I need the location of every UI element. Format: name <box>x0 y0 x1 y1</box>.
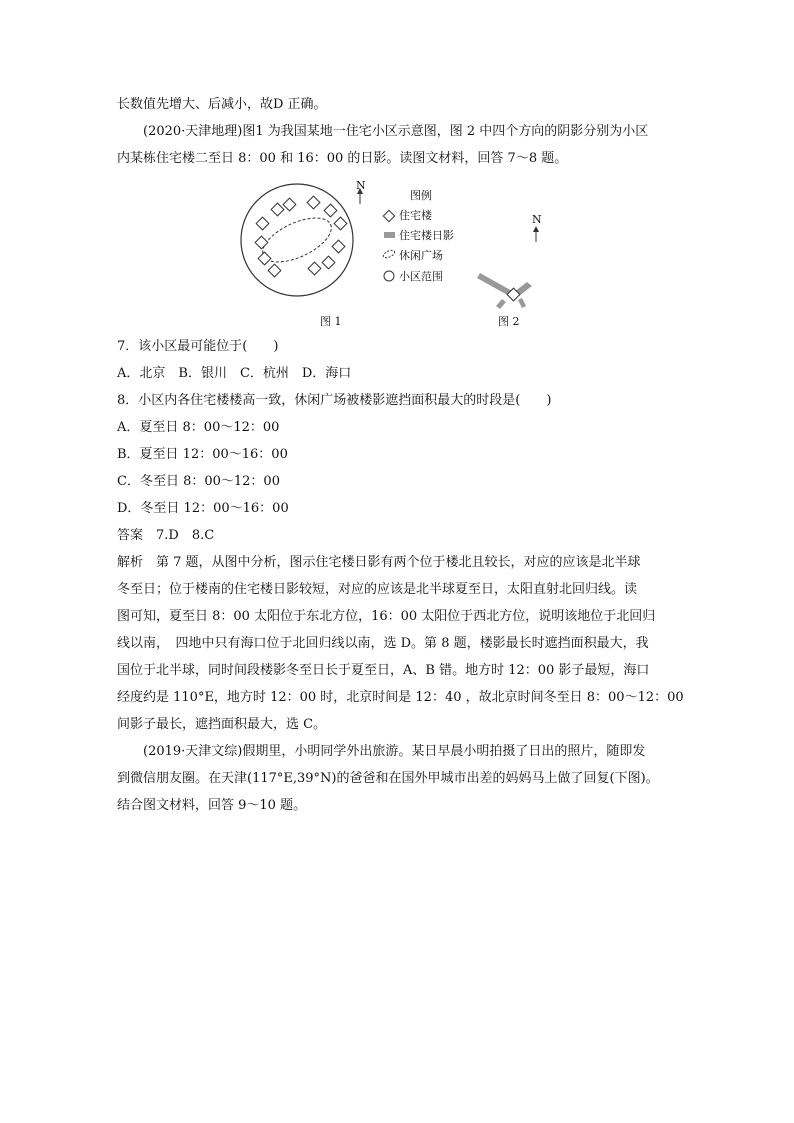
analysis-line-7: 间影子最长，遮挡面积最大，选 C。 <box>117 717 327 732</box>
building-diamond <box>307 196 320 209</box>
analysis-line-3: 图可知，夏至日 8：00 太阳位于东北方位，16：00 太阳位于西北方位，说明该地位于北回归 <box>117 609 656 624</box>
building-diamond <box>332 240 345 253</box>
question-7-options: A．北京 B．银川 C．杭州 D．海口 <box>117 366 352 381</box>
question-8-option-b: B．夏至日 12：00～16：00 <box>117 447 288 462</box>
building-diamond <box>334 217 347 230</box>
legend-boundary-symbol <box>384 271 394 281</box>
building-diamond <box>324 204 337 217</box>
analysis-line-6: 经度约是 110°E，地方时 12：00 时，北京时间是 12：40 ，故北京时间冬至日 8：00～12：00 <box>117 690 684 705</box>
building-diamond <box>258 252 271 265</box>
analysis-line-2: 冬至日；位于楼南的住宅楼日影较短，对应的应该是北半球夏至日，太阳直射北回归线。读 <box>117 582 638 597</box>
fig1-north-label: N <box>356 179 366 192</box>
legend-item-plaza: 休闲广场 <box>399 249 443 262</box>
question-8-stem: 8．小区内各住宅楼楼高一致，休闲广场被楼影遮挡面积最大的时段是( ) <box>117 393 552 408</box>
legend-item-boundary: 小区范围 <box>399 270 443 283</box>
building-diamond <box>322 256 335 269</box>
next-passage-line-1: (2019·天津文综)假期里，小明同学外出旅游。某日早晨小明拍摄了日出的照片，随即发 <box>143 744 646 759</box>
building-diamond <box>308 262 321 275</box>
figure-graphic <box>240 178 540 333</box>
legend-shadow-symbol <box>384 232 395 238</box>
fig2-north-arrow-head <box>533 226 539 232</box>
building-diamond <box>283 198 296 211</box>
next-passage-line-2: 到微信朋友圈。在天津(117°E,39°N)的爸爸和在国外甲城市出差的妈妈马上做了回复(下图)。 <box>117 771 659 786</box>
legend-building-symbol <box>383 210 394 221</box>
text-line-1: 长数值先增大、后减小，故D 正确。 <box>117 97 327 112</box>
fig2-caption: 图 2 <box>498 315 520 328</box>
text-line-2: (2020·天津地理)图1 为我国某地一住宅小区示意图，图 2 中四个方向的阴影分别为小区 <box>143 124 649 139</box>
shadow-southwest <box>496 299 506 309</box>
building-diamond <box>271 203 284 216</box>
shadow-southeast <box>518 298 526 308</box>
legend-item-building: 住宅楼 <box>399 209 432 222</box>
building-diamond <box>268 264 281 277</box>
question-8-option-d: D．冬至日 12：00～16：00 <box>117 501 289 516</box>
question-7-stem: 7．该小区最可能位于( ) <box>117 339 279 354</box>
analysis-line-1: 解析 第 7 题，从图中分析，图示住宅楼日影有两个位于楼北且较长，对应的应该是北半球 <box>117 555 641 570</box>
next-passage-line-3: 结合图文材料，回答 9～10 题。 <box>117 798 307 813</box>
analysis-line-5: 国位于北半球，同时间段楼影冬至日长于夏至日，A、B 错。地方时 12：00 影子最短，海口 <box>117 663 650 678</box>
text-line-3: 内某栋住宅楼二至日 8：00 和 16：00 的日影。读图文材料，回答 7～8 题。 <box>117 151 568 166</box>
question-8-option-c: C．冬至日 8：00～12：00 <box>117 474 280 489</box>
legend-plaza-symbol <box>382 249 395 260</box>
fig1-caption: 图 1 <box>320 315 342 328</box>
legend-item-shadow: 住宅楼日影 <box>399 229 454 242</box>
fig2-north-label: N <box>532 213 542 226</box>
question-8-option-a: A．夏至日 8：00～12：00 <box>117 420 280 435</box>
building-diamond <box>256 217 269 230</box>
analysis-line-4: 线以南， 四地中只有海口位于北回归线以南，选 D。第 8 题，楼影最长时遮挡面积最大，我 <box>117 636 649 651</box>
building-diamond <box>255 236 268 249</box>
legend-title: 图例 <box>410 189 432 202</box>
figure-community-diagram <box>240 178 540 333</box>
answer-line: 答案 7.D 8.C <box>117 528 215 543</box>
